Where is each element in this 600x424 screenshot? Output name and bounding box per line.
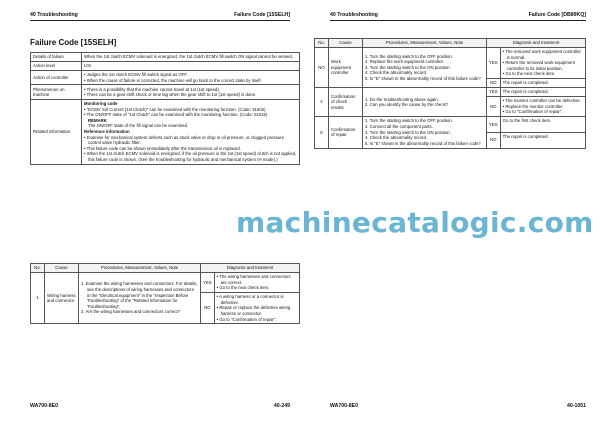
list-item: • "ECMV Sol Current (1st Clutch)" can be examined with the monitoring function. (Code: 31602) [84,107,297,113]
col-procedures: Procedures, Measurement, Values, Note [79,264,201,273]
col-cause: Cause [45,264,79,273]
row-procedures [363,88,487,117]
col-cause: Cause [329,39,363,48]
footer-model: WA700-8E0 [330,403,358,409]
list-item: • Judges the 1st clutch ECMV fill switch signal as OFF. [84,72,297,78]
row-procedures [363,47,487,87]
list-item: 5. Is "E" shown in the abnormality record of this failure code? [365,75,481,81]
table-row [315,88,586,97]
remark-text: The ON/OFF state of the fill signal can be examined. [88,123,189,129]
list-item: 1. Turn the starting switch to the OFF position. [365,53,453,59]
table-header-row [315,39,586,48]
header-divider [30,20,290,21]
col-procedures: Procedures, Measurement, Values, Note [363,39,487,48]
list-item: 1. Do the troubleshooting above again. [365,96,439,102]
no-result [500,97,585,117]
row-number: 4 [315,88,329,117]
yes-result [500,47,585,78]
table-row [31,85,300,100]
row-procedures [79,272,201,323]
no-result [214,293,299,324]
yes-label: YES [487,88,501,97]
list-item: • Repair or replace the defective wiring harness or connector. [217,305,297,316]
list-item: 2. Are the wiring harnesses and connectors correct? [81,309,181,315]
list-item: • The ON/OFF state of "1st Clutch" can be examined with the monitoring function. (Code: 02216) [84,112,297,118]
action-controller-label: Action of controller [31,70,82,85]
row-number: 1 [31,272,45,323]
list-item: • When the 1st clutch ECMV solenoid is energized, if the oil pressure in the 1st (1st speed) clutch is not applied, this failure code is shown. (See the troubleshooting for hydraulic and mechanical system (H mode).) [84,151,297,162]
phenomenon-label: Phenomenon on machine [31,85,82,100]
failure-info-table [30,52,300,165]
list-item: • When the cause of failure is corrected, the machine will go back to the correct state by itself. [84,78,297,84]
action-controller-list [82,70,300,85]
list-item: • Go to "Confirmation of repair". [217,317,297,323]
phenomenon-list [82,85,300,100]
details-text: When the 1st clutch ECMV solenoid is energized, the 1st clutch ECMV fill switch ON signal cannot be sensed. [82,53,300,62]
no-label: NO [201,293,215,324]
list-item: • Replace the monitor controller. [503,104,583,110]
col-diagnosis: Diagnosis and treatment [201,264,300,273]
yes-label: YES [487,117,501,133]
yes-label: YES [201,272,215,292]
remark-heading: REMARK [88,117,107,123]
list-item: 2. Replace the work equipment controller. [365,59,445,65]
list-item: • Return the removed work equipment controller to its initial position. [503,60,583,71]
yes-result [214,272,299,292]
footer-page-number: 40-1051 [566,403,586,409]
no-result: The repair is completed. [500,79,585,88]
troubleshooting-table-continued [314,38,586,149]
col-diagnosis: Diagnosis and treatment [487,39,586,48]
action-level-label: Action level [31,61,82,70]
troubleshooting-table [30,263,300,324]
no-label: NO [487,79,501,88]
row-cause: Work equipment controller [329,47,363,87]
list-item: 4. Check the abnormality record. [365,135,428,141]
monitoring-heading: Monitoring code [84,101,118,107]
list-item: 1. Turn the starting switch to the OFF position. [365,118,453,124]
yes-result: The repair is completed. [500,88,585,97]
header-failure-code: Failure Code [15SELH] [234,12,290,18]
page-title: Failure Code [15SELH] [30,38,117,47]
table-row [31,99,300,164]
list-item: • There is a possibility that the machine cannot travel at 1st (1st speed). [84,87,297,93]
header-section: 40 Troubleshooting [30,12,78,18]
col-no: No. [31,264,45,273]
row-cause: Wiring harness and connector [45,272,79,323]
list-item: • There can be a gear shift shock or time lag when the gear shift to 1st (1st speed) is done. [84,92,297,98]
list-item: • Examine for mechanical system defects such as stuck valve or drop in oil pressure, or clogged pressure control valve hydraulic filter. [84,135,297,146]
row-number: NO [315,47,329,87]
list-item: 2. Can you identify the cause by the check? [365,102,449,108]
table-row [31,70,300,85]
header-section: 40 Troubleshooting [330,12,378,18]
row-cause: Confirmation of repair [329,117,363,148]
list-item: 3. Turn the starting switch to the ON position. [365,129,451,135]
list-item: • Go to the next check item. [217,285,297,291]
header-divider [330,20,586,21]
list-item: • This failure code can be shown immediately after the transmission oil is replaced. [84,146,297,152]
list-item: • Go to "Confirmation of repair". [503,109,583,115]
related-info-label: Related information [31,99,82,164]
no-label: NO [487,97,501,117]
row-number: 5 [315,117,329,148]
row-cause: Confirmation of check results [329,88,363,117]
list-item: 1. Examine the wiring harnesses and connectors. For details, see the descriptions of wiring harnesses and connectors in the "Electrical equipment" in the "Inspection Before Troubleshooting" of the "Related Information for Troubleshooting". [81,281,198,309]
list-item: 4. Check the abnormality record. [365,70,428,76]
col-no: No. [315,39,329,48]
list-item: • A wiring harness or a connector is defective. [217,294,297,305]
no-result: The repair is completed. [500,132,585,148]
list-item: • The wiring harnesses and connectors are correct. [217,274,297,285]
list-item: 3. Turn the starting switch to the ON position. [365,64,451,70]
footer-model: WA700-8E0 [30,403,58,409]
list-item: • The removed work equipment controller is normal. [503,49,583,60]
list-item: • Go to the next check item. [503,71,583,77]
list-item: 2. Connect all the component parts. [365,124,433,129]
related-info-content [82,99,300,164]
table-row [315,47,586,78]
details-label: Details of failure [31,53,82,62]
table-header-row [31,264,300,273]
list-item: 5. Is "E" shown in the abnormality record of this failure code? [365,140,481,146]
action-level-value: L01 [82,61,300,70]
list-item: • The monitor controller can be defective. [503,98,583,104]
table-row [31,53,300,62]
yes-label: YES [487,47,501,78]
table-row [31,61,300,70]
watermark: machinecatalogic.com [236,206,594,239]
footer-page-number: 40-249 [273,403,290,409]
no-label: NO [487,132,501,148]
table-row [31,272,300,292]
header-failure-code: Failure Code [DB89KQ] [528,12,586,18]
reference-heading: Reference information [84,129,130,135]
table-row [315,117,586,133]
row-procedures [363,117,487,148]
yes-result: Go to the first check item. [500,117,585,133]
